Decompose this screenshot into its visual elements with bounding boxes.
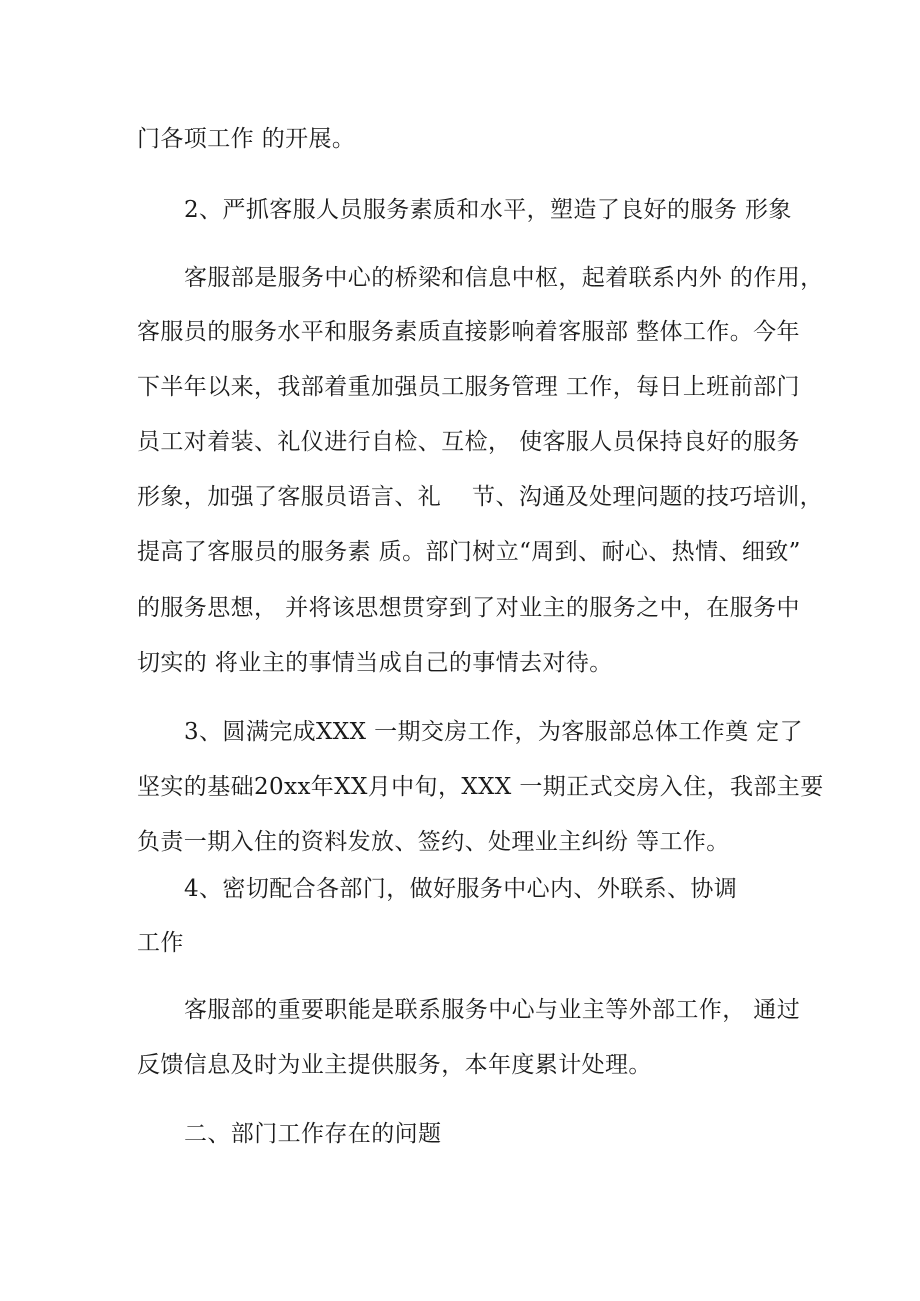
section-heading-4-cont: 工作	[137, 930, 184, 956]
section-heading-3: 3、圆满完成XXX 一期交房工作，为客服部总体工作奠 定了	[184, 719, 803, 745]
paragraph-line: 下半年以来，我部着重加强员工服务管理 工作，每日上班前部门	[137, 374, 800, 400]
paragraph-line: 客服部的重要职能是联系服务中心与业主等外部工作， 通过	[184, 997, 801, 1023]
paragraph-line: 客服员的服务水平和服务素质直接影响着客服部 整体工作。今年	[137, 319, 800, 345]
paragraph-line: 员工对着装、礼仪进行自检、互检， 使客服人员保持良好的服务	[137, 429, 800, 455]
paragraph-line: 切实的 将业主的事情当成自己的事情去对待。	[137, 650, 613, 676]
paragraph-line: 提高了客服员的服务素 质。部门树立“周到、耐心、热情、细致”	[137, 539, 801, 565]
paragraph-line: 反馈信息及时为业主提供服务，本年度累计处理。	[137, 1052, 652, 1078]
section-heading-ii: 二、部门工作存在的问题	[184, 1121, 442, 1147]
paragraph-line: 形象，加强了客服员语言、礼 节、沟通及处理问题的技巧培训，	[137, 484, 824, 510]
section-heading-2: 2、严抓客服人员服务素质和水平，塑造了良好的服务 形象	[184, 197, 792, 223]
paragraph-line: 客服部是服务中心的桥梁和信息中枢，起着联系内外 的作用，	[184, 265, 824, 291]
paragraph-line: 坚实的基础20xx年XX月中旬，XXX 一期正式交房入住，我部主要	[137, 774, 824, 800]
paragraph-line: 负责一期入住的资料发放、签约、处理业主纠纷 等工作。	[137, 829, 730, 855]
paragraph-line: 的服务思想， 并将该思想贯穿到了对业主的服务之中，在服务中	[137, 595, 800, 621]
paragraph-line: 门各项工作 的开展。	[137, 126, 356, 152]
section-heading-4: 4、密切配合各部门，做好服务中心内、外联系、协调	[184, 876, 738, 902]
